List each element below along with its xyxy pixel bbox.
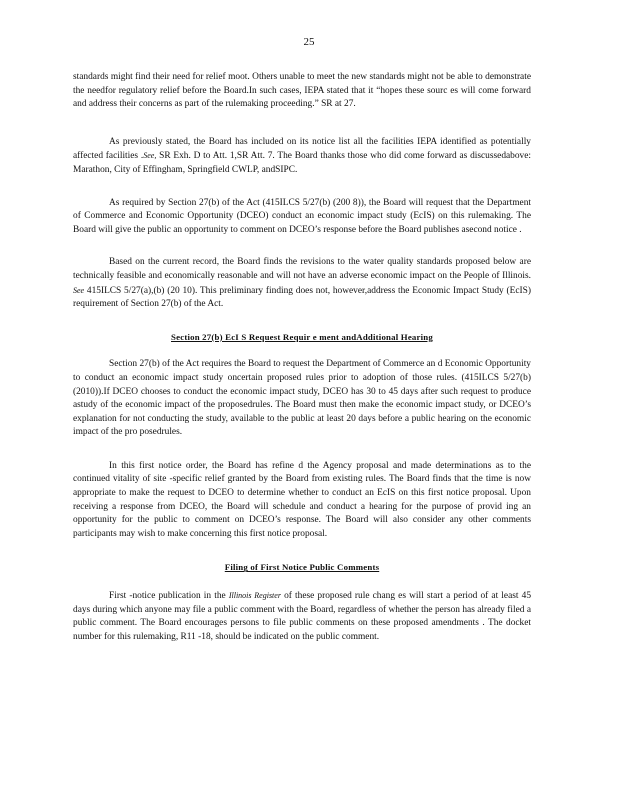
paragraph-first-notice-publication: First -notice publication in the Illinois Register of these proposed rule chang es will start a period of at least 45 days during which anyone may file a public comment with the Board, regardless of whether the person has already filed a public comment. The Board encourages persons to file public comments on these proposed amendments . The docket number for this rulemaking, R11 -18, should be indicated on the public comment. [73, 591, 532, 642]
paragraph-relief-moot: standards might find their need for relief moot. Others unable to meet the new standards might not be able to demonstrate the needfor regulatory relief before the Board.In such cases, IEPA stated that it “hopes these sourc es will come forward and address their concerns as part of the rulemaking proceeding.” SR at 27. [73, 72, 531, 110]
document-body [73, 71, 531, 665]
paragraph-dceo-request: As required by Section 27(b) of the Act (415ILCS 5/27(b) (200 8)), the Board will request that the Department of Commerce and Economic Opportunity (DCEO) conduct an economic impact study (EcIS) on this rulemaking. The Board will give the public an opportunity to comment on DCEO’s response before the Board publishes asecond notice . [73, 197, 531, 235]
paragraph-economic-finding: Based on the current record, the Board finds the revisions to the water quality standards proposed below are technically feasible and economically reasonable and will not have an adverse economic impact on the People of Illinois. See 415ILCS 5/27(a),(b) (20 10). This preliminary finding does not, however,address the Economic Impact Study (EcIS) requirement of Section 27(b) of the Act. [73, 257, 531, 310]
page-number: 25 [303, 36, 315, 48]
paragraph-section-27b: Section 27(b) of the Act requires the Board to request the Department of Commerce an d Economic Opportunity to conduct an economic impact study oncertain proposed rules prior to adoption of those rules. (415ILCS 5/27(b) (2010)).If DCEO chooses to conduct the economic impact study, DCEO has 30 to 45 days after such request to produce astudy of the economic impact of the proposedrules. The Board must then make the economic impact study, or DCEO’s explanation for not conducting the study, available to the public at least 20 days before a public hearing on the economic impact of the pro posedrules. [73, 359, 531, 438]
paragraph-notice-list: As previously stated, the Board has included on its notice list all the facilities IEPA identified as potentially affected facilities .See, SR Exh. D to Att. 1,SR Att. 7. The Board thanks those who did come forward as discussedabove: Marathon, City of Effingham, Springfield CWLP, andSIPC. [73, 136, 532, 175]
section-heading-ecis-request: Section 27(b) EcI S Request Requir e ment andAdditional Hearing [171, 331, 433, 342]
section-heading-public-comments: Filing of First Notice Public Comments [224, 562, 380, 573]
paragraph-first-notice-order: In this first notice order, the Board has refine d the Agency proposal and made determinations as to the continued vitality of site -specific relief granted by the Board from existing rules. The Board finds that the time is now appropriate to make the request to DCEO to determine whether to conduct an EcIS on this first notice proposal. Upon receiving a response from DCEO, the Board will schedule and conduct a hearing for the purpose of provid ing an opportunity for the public to comment on DCEO’s response. The Board will also consider any other comments participants may wish to make concerning this first notice proposal. [73, 460, 531, 539]
